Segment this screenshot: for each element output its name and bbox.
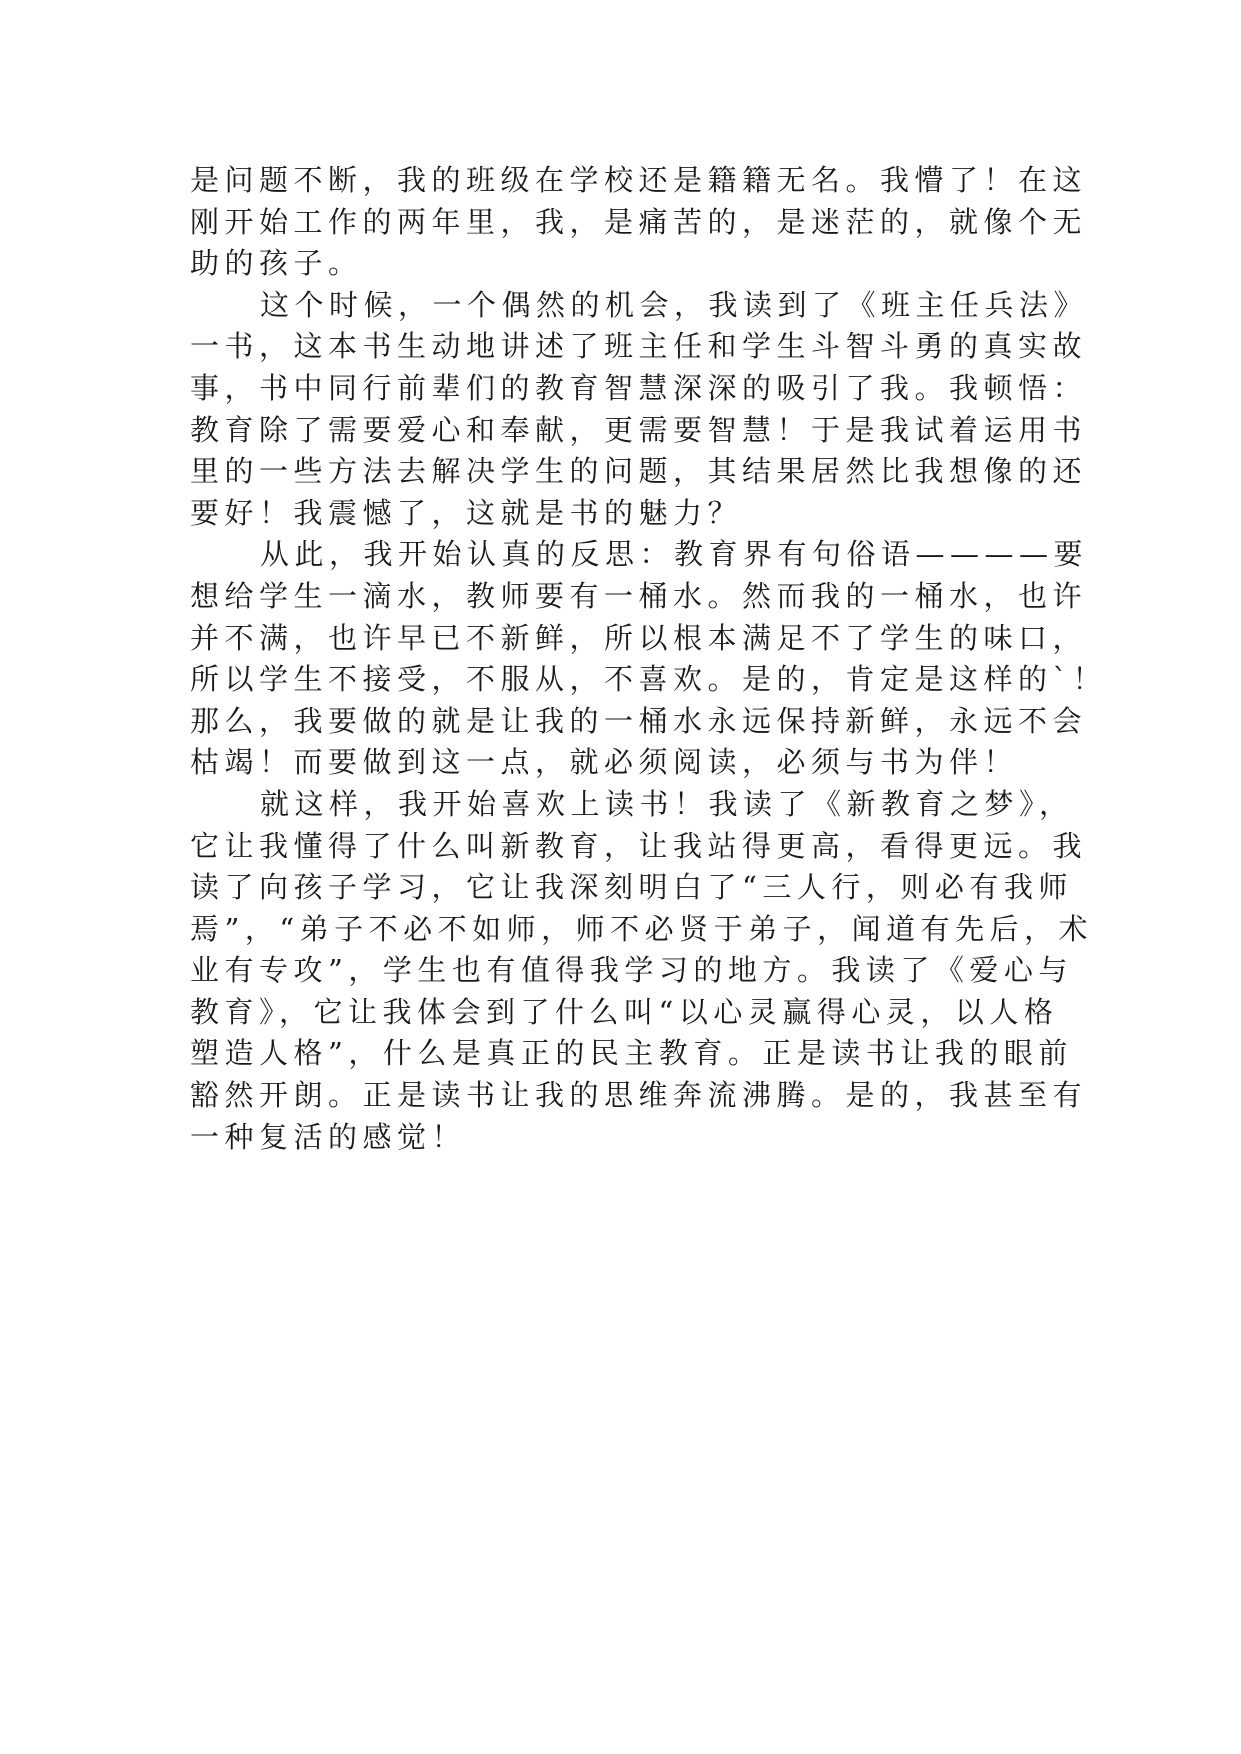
text-line: 想给学生一滴水，教师要有一桶水。然而我的一桶水，也许 — [190, 578, 1088, 613]
text-line: 豁然开朗。正是读书让我的思维奔流沸腾。是的，我甚至有 — [190, 1078, 1088, 1113]
text-line: 焉”，“弟子不必不如师，师不必贤于弟子，闻道有先后，术 — [190, 911, 1094, 946]
text-line: 并不满，也许早已不新鲜，所以根本满足不了学生的味口， — [190, 620, 1088, 655]
text-line: 里的一些方法去解决学生的问题，其结果居然比我想像的还 — [190, 454, 1088, 489]
text-line: 它让我懂得了什么叫新教育，让我站得更高，看得更远。我 — [190, 828, 1088, 863]
paragraph-start-line: 就这样，我开始喜欢上读书！我读了《新教育之梦》， — [260, 786, 1074, 821]
text-line: 塑造人格”，什么是真正的民主教育。正是读书让我的眼前 — [190, 1036, 1073, 1071]
text-line: 事，书中同行前辈们的教育智慧深深的吸引了我。我顿悟： — [190, 370, 1088, 405]
text-line: 是问题不断，我的班级在学校还是籍籍无名。我懵了！在这 — [190, 163, 1088, 197]
text-line: 助的孩子。 — [190, 246, 363, 281]
text-line: 刚开始工作的两年里，我，是痛苦的，是迷茫的，就像个无 — [190, 204, 1088, 239]
text-line: 教育》，它让我体会到了什么叫“以心灵赢得心灵，以人格 — [190, 994, 1059, 1029]
paragraph-start-line: 从此，我开始认真的反思：教育界有句俗语————要 — [260, 537, 1089, 572]
document-body — [190, 160, 1108, 1158]
text-line: 那么，我要做的就是让我的一桶水永远保持新鲜，永远不会 — [190, 703, 1088, 738]
text-line: 所以学生不接受，不服从，不喜欢。是的，肯定是这样的`！ — [190, 662, 1108, 697]
text-line: 读了向孩子学习，它让我深刻明白了“三人行，则必有我师 — [190, 870, 1073, 905]
text-line: 枯竭！而要做到这一点，就必须阅读，必须与书为伴！ — [190, 745, 1019, 780]
text-line: 要好！我震憾了，这就是书的魅力？ — [190, 495, 743, 530]
text-line: 教育除了需要爱心和奉献，更需要智慧！于是我试着运用书 — [190, 412, 1088, 447]
paragraph-start-line: 这个时候，一个偶然的机会，我读到了《班主任兵法》 — [260, 287, 1089, 322]
text-line: 一种复活的感觉！ — [190, 1119, 467, 1154]
text-line: 一书，这本书生动地讲述了班主任和学生斗智斗勇的真实故 — [190, 329, 1088, 364]
text-line: 业有专攻”，学生也有值得我学习的地方。我读了《爱心与 — [190, 953, 1073, 988]
